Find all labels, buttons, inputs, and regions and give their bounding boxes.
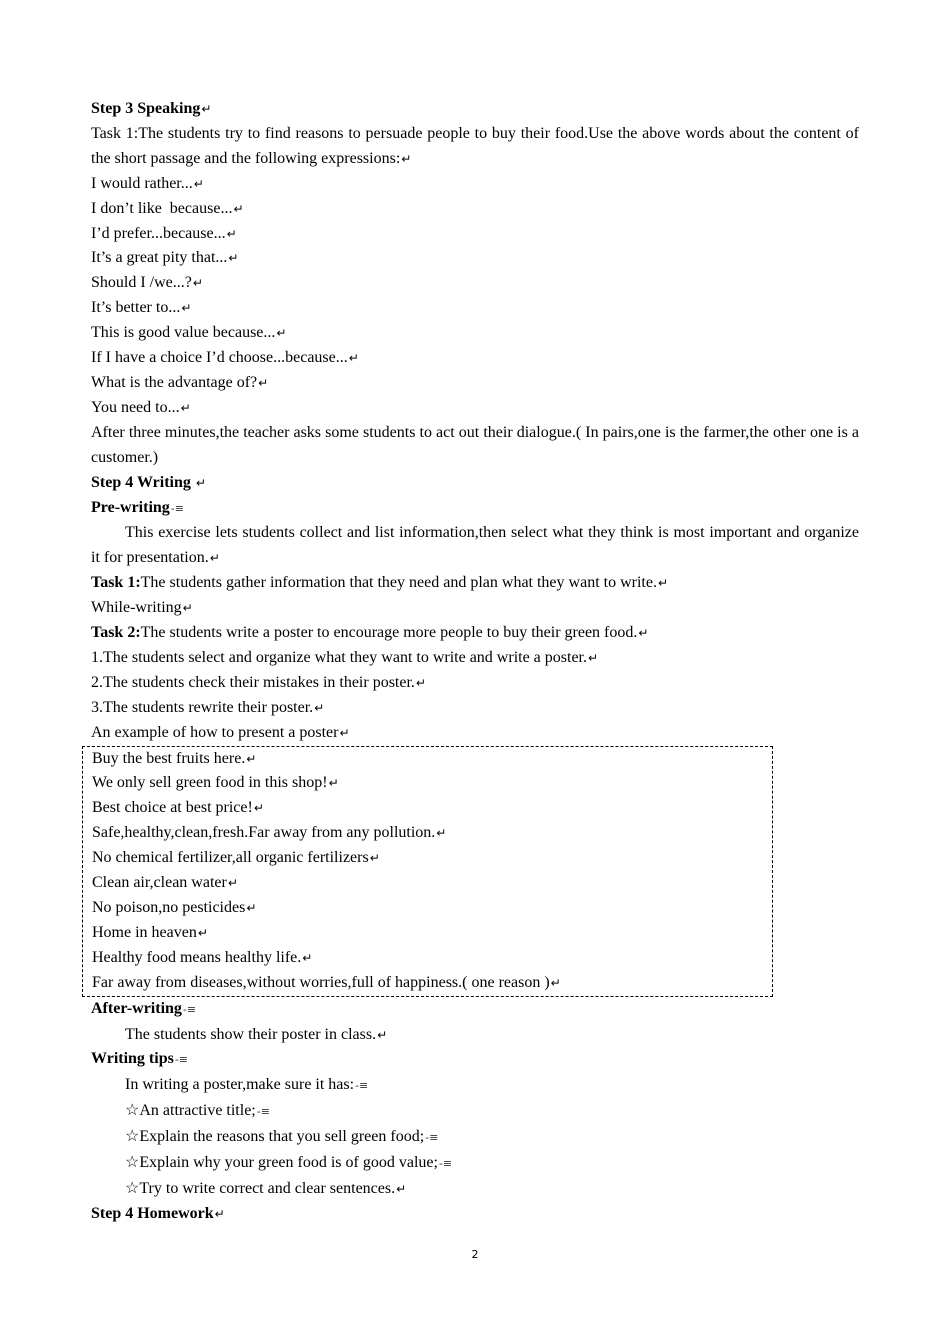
poster-line-text: Healthy food means healthy life. xyxy=(92,948,302,966)
expression-item xyxy=(91,172,859,197)
poster-line-text: Best choice at best price! xyxy=(92,799,253,817)
expression-text: You need to... xyxy=(91,398,180,416)
paragraph-mark-icon: ↵ xyxy=(246,901,256,915)
poster-line-text: No poison,no pesticides xyxy=(92,899,246,916)
paragraph-mark-icon: ↵ xyxy=(253,801,263,816)
poster-line-text: Safe,healthy,clean,fresh.Far away from any pollution. xyxy=(92,824,436,842)
paragraph-mark-icon: ↵ xyxy=(436,826,446,841)
poster-example-box xyxy=(82,746,773,997)
step3-heading-line xyxy=(91,97,859,122)
prewriting-heading: Pre-writing xyxy=(91,498,170,516)
tips-intro xyxy=(91,1073,859,1099)
writing-step xyxy=(91,646,859,671)
poster-line xyxy=(92,771,772,796)
tip-text: ☆Explain the reasons that you sell green food; xyxy=(125,1128,425,1146)
line-break-icon: -≡ xyxy=(256,1105,270,1119)
writing-step xyxy=(91,696,859,721)
expression-text: What is the advantage of? xyxy=(91,373,258,391)
poster-line xyxy=(92,971,772,996)
expression-text: It’s better to... xyxy=(91,299,181,317)
paragraph-mark-icon: ↵ xyxy=(195,475,205,490)
expression-text: I would rather... xyxy=(91,174,193,192)
line-break-icon: -≡ xyxy=(425,1131,439,1145)
paragraph-mark-icon: ↵ xyxy=(550,975,560,990)
tip-item xyxy=(91,1099,859,1125)
prewriting-paragraph xyxy=(91,521,859,571)
poster-line xyxy=(92,796,772,821)
prewriting-heading-line xyxy=(91,496,859,522)
poster-line xyxy=(92,821,772,846)
step4-heading-line xyxy=(91,471,859,496)
expression-text: If I have a choice I’d choose...because... xyxy=(91,349,348,367)
expression-item xyxy=(91,371,859,396)
paragraph-mark-icon: ↵ xyxy=(180,400,190,415)
homework-heading: Step 4 Homework xyxy=(91,1204,214,1222)
paragraph-mark-icon: ↵ xyxy=(226,226,236,241)
paragraph-mark-icon: ↵ xyxy=(182,601,192,616)
poster-line-text: Clean air,clean water xyxy=(92,874,227,892)
paragraph-mark-icon: ↵ xyxy=(588,650,598,665)
tip-text: ☆Try to write correct and clear sentences. xyxy=(125,1179,396,1197)
writing-step xyxy=(91,671,859,696)
poster-line xyxy=(92,921,772,946)
tip-item xyxy=(91,1125,859,1151)
poster-line xyxy=(92,896,772,921)
step4-heading: Step 4 Writing xyxy=(91,473,195,491)
expression-item xyxy=(91,197,859,222)
paragraph-mark-icon: ↵ xyxy=(415,675,425,690)
poster-line-text: We only sell green food in this shop! xyxy=(92,774,328,792)
paragraph-mark-icon: ↵ xyxy=(339,725,349,740)
paragraph-mark-icon: ↵ xyxy=(181,301,191,316)
poster-line xyxy=(92,946,772,971)
expression-text: It’s a great pity that... xyxy=(91,249,228,267)
paragraph-mark-icon: ↵ xyxy=(193,176,203,191)
writing-step-text: 1.The students select and organize what they want to write and write a poster. xyxy=(91,648,587,666)
line-break-icon: -≡ xyxy=(355,1079,369,1093)
expression-text: I don’t like because... xyxy=(91,199,233,217)
example-intro xyxy=(91,721,859,746)
step4-task2 xyxy=(91,621,859,646)
task1-text: The students gather information that they need and plan what they want to write. xyxy=(140,574,657,592)
step4-task1 xyxy=(91,571,859,596)
paragraph-mark-icon: ↵ xyxy=(192,276,202,291)
line-break-icon: -≡ xyxy=(438,1157,453,1171)
paragraph-mark-icon: ↵ xyxy=(227,876,237,891)
paragraph-mark-icon: ↵ xyxy=(258,375,268,390)
paragraph-mark-icon: ↵ xyxy=(348,351,358,366)
poster-line-text: No chemical fertilizer,all organic fertilizers xyxy=(92,849,369,867)
paragraph-mark-icon: ↵ xyxy=(302,950,312,965)
expression-text: This is good value because... xyxy=(91,324,276,342)
paragraph-mark-icon: ↵ xyxy=(228,251,238,266)
whilewriting-line xyxy=(91,596,859,621)
writing-step-text: 2.The students check their mistakes in their poster. xyxy=(91,673,415,691)
step3-after xyxy=(91,421,859,471)
paragraph-mark-icon: ↵ xyxy=(638,626,648,641)
step3-after-text: After three minutes,the teacher asks some students to act out their dialogue.( In pairs,one is the farmer,the other one is a customer.) xyxy=(91,423,859,466)
afterwriting-paragraph xyxy=(91,1023,859,1048)
paragraph-mark-icon: ↵ xyxy=(276,326,286,341)
tip-text: ☆Explain why your green food is of good value; xyxy=(125,1154,438,1172)
tips-heading: Writing tips xyxy=(91,1050,174,1068)
document-page xyxy=(91,97,859,1227)
paragraph-mark-icon: ↵ xyxy=(657,576,668,591)
poster-line xyxy=(92,747,772,772)
writing-step-text: 3.The students rewrite their poster. xyxy=(91,698,314,716)
paragraph-mark-icon: ↵ xyxy=(377,1027,387,1042)
paragraph-mark-icon: ↵ xyxy=(314,700,324,715)
poster-line-text: Buy the best fruits here. xyxy=(92,749,246,767)
paragraph-mark-icon: ↵ xyxy=(197,925,207,940)
paragraph-mark-icon: ↵ xyxy=(369,851,379,866)
whilewriting-label: While-writing xyxy=(91,599,182,617)
line-break-icon: -≡ xyxy=(182,1002,197,1016)
paragraph-mark-icon: ↵ xyxy=(233,201,243,216)
poster-line xyxy=(92,846,772,871)
task2-label: Task 2: xyxy=(91,624,141,642)
page-number: 2 xyxy=(471,1248,479,1261)
task1-label: Task 1: xyxy=(91,574,141,592)
expression-item xyxy=(91,346,859,371)
afterwriting-heading-line xyxy=(91,997,859,1023)
paragraph-mark-icon: ↵ xyxy=(401,151,411,166)
tip-text: ☆An attractive title; xyxy=(125,1102,256,1120)
poster-line xyxy=(92,871,772,896)
afterwriting-text: The students show their poster in class. xyxy=(125,1025,377,1043)
expression-item xyxy=(91,222,859,247)
expression-item xyxy=(91,246,859,271)
poster-line-text: Home in heaven xyxy=(92,923,197,941)
expression-item xyxy=(91,396,859,421)
paragraph-mark-icon: ↵ xyxy=(214,1206,224,1221)
tips-heading-line xyxy=(91,1047,859,1073)
paragraph-mark-icon: ↵ xyxy=(396,1181,406,1196)
homework-heading-line xyxy=(91,1202,859,1227)
paragraph-mark-icon: ↵ xyxy=(209,551,219,566)
expression-text: Should I /we...? xyxy=(91,274,192,292)
prewriting-text: This exercise lets students collect and list information,then select what they think is most important and organize it for presentation. xyxy=(91,524,859,567)
paragraph-mark-icon: ↵ xyxy=(328,776,338,791)
step3-task1 xyxy=(91,122,859,172)
line-break-icon: -≡ xyxy=(174,1053,189,1067)
paragraph-mark-icon: ↵ xyxy=(246,751,256,766)
afterwriting-heading: After-writing xyxy=(91,999,182,1017)
tips-intro-text: In writing a poster,make sure it has: xyxy=(125,1076,355,1094)
step3-heading: Step 3 Speaking xyxy=(91,100,201,117)
example-intro-text: An example of how to present a poster xyxy=(91,723,339,741)
expression-item xyxy=(91,271,859,296)
line-break-icon: -≡ xyxy=(170,501,184,515)
poster-line-text: Far away from diseases,without worries,full of happiness.( one reason ) xyxy=(92,973,550,991)
task2-text: The students write a poster to encourage more people to buy their green food. xyxy=(140,624,638,642)
expression-item xyxy=(91,296,859,321)
expression-text: I’d prefer...because... xyxy=(91,224,226,242)
paragraph-mark-icon: ↵ xyxy=(201,102,211,116)
step3-task1-text: Task 1:The students try to find reasons to persuade people to buy their food.Use the above words about the content of the short passage and the following expressions: xyxy=(91,124,859,167)
tip-item xyxy=(91,1177,859,1202)
tip-item xyxy=(91,1151,859,1177)
expression-item xyxy=(91,321,859,346)
